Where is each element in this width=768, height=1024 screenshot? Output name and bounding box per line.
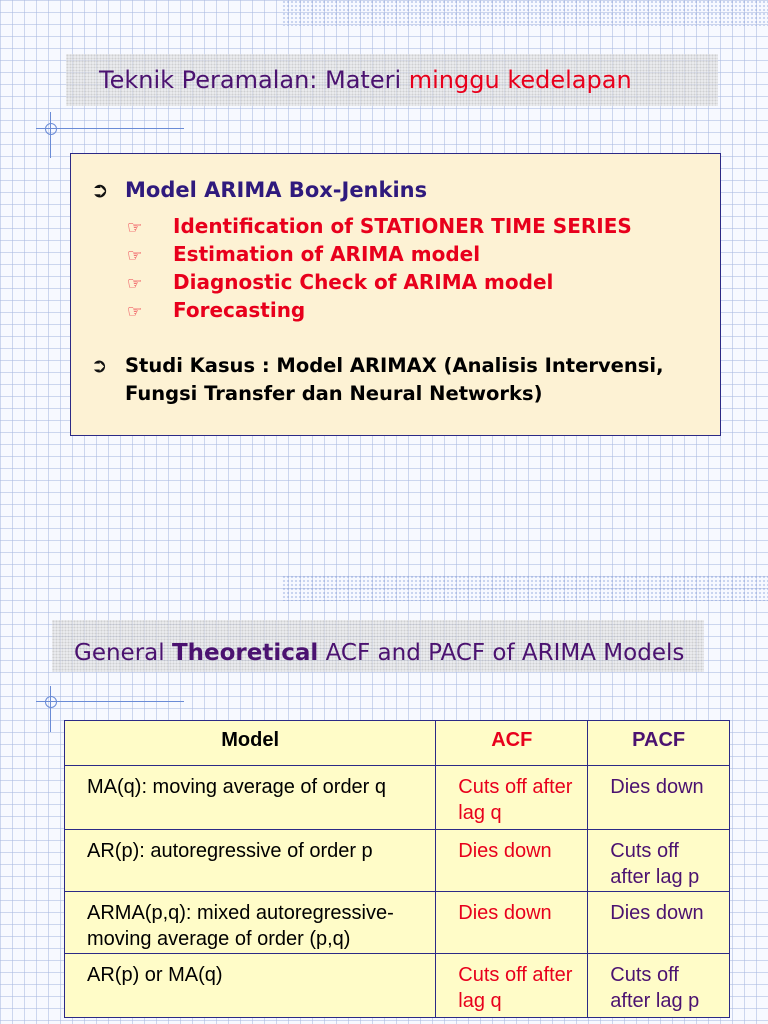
- header-pacf: PACF: [588, 721, 730, 766]
- cell-model: MA(q): moving average of order q: [65, 766, 436, 830]
- cell-pacf: Dies down: [588, 766, 730, 830]
- sub-item: [127, 298, 305, 322]
- table-row: [65, 954, 730, 1018]
- case-study-line-1: Studi Kasus : Model ARIMAX (Analisis Intervensi,: [125, 354, 664, 377]
- table-row: [65, 892, 730, 954]
- decorative-circle: [45, 123, 57, 135]
- sub-item-label: Forecasting: [173, 298, 306, 322]
- header-acf: ACF: [436, 721, 588, 766]
- title-part-1: General: [74, 640, 172, 666]
- decorative-line: [50, 112, 51, 158]
- decorative-line: [36, 128, 184, 129]
- main-bullet: [91, 178, 427, 202]
- cell-pacf: Cuts off after lag p: [588, 830, 730, 892]
- main-bullet-label: Model ARIMA Box-Jenkins: [125, 178, 428, 202]
- title-part-2: minggu kedelapan: [408, 66, 632, 94]
- cell-pacf: Cuts off after lag p: [588, 954, 730, 1018]
- acf-pacf-table: [64, 720, 730, 1018]
- decorative-line: [50, 686, 51, 732]
- table-row: [65, 830, 730, 892]
- cell-pacf: Dies down: [588, 892, 730, 954]
- decorative-pattern: [282, 575, 768, 601]
- sub-item-label: Diagnostic Check of ARIMA model: [173, 270, 554, 294]
- decorative-pattern: [282, 0, 768, 26]
- cell-acf: Cuts off after lag q: [436, 766, 588, 830]
- cell-model: AR(p): autoregressive of order p: [65, 830, 436, 892]
- arrow-bullet-icon: ➲: [91, 178, 109, 202]
- cell-acf: Dies down: [436, 830, 588, 892]
- pointing-hand-icon: ☞: [127, 246, 143, 266]
- cell-model: AR(p) or MA(q): [65, 954, 436, 1018]
- arrow-bullet-icon: ➲: [91, 354, 108, 377]
- case-study-line-2: Fungsi Transfer dan Neural Networks): [125, 382, 543, 405]
- sub-item: [127, 242, 480, 266]
- pointing-hand-icon: ☞: [127, 218, 143, 238]
- content-box: [70, 153, 721, 436]
- pointing-hand-icon: ☞: [127, 274, 143, 294]
- title-part-1: Teknik Peramalan: Materi: [99, 66, 409, 94]
- cell-model: ARMA(p,q): mixed autoregressive-moving average of order (p,q): [65, 892, 436, 954]
- decorative-circle: [45, 696, 57, 708]
- sub-item-label: Identification of STATIONER TIME SERIES: [173, 214, 632, 238]
- pointing-hand-icon: ☞: [127, 302, 143, 322]
- table-header-row: [65, 721, 730, 766]
- slide-title: [99, 66, 632, 94]
- sub-item: [127, 214, 632, 238]
- cell-acf: Cuts off after lag q: [436, 954, 588, 1018]
- title-part-2: ACF and PACF of ARIMA Models: [318, 640, 685, 666]
- title-bold: Theoretical: [171, 640, 319, 666]
- decorative-line: [36, 701, 184, 702]
- header-model: Model: [65, 721, 436, 766]
- cell-acf: Dies down: [436, 892, 588, 954]
- sub-item-label: Estimation of ARIMA model: [173, 242, 481, 266]
- table-row: [65, 766, 730, 830]
- slide-title: [74, 640, 684, 666]
- sub-item: [127, 270, 553, 294]
- case-study-bullet: [91, 352, 663, 408]
